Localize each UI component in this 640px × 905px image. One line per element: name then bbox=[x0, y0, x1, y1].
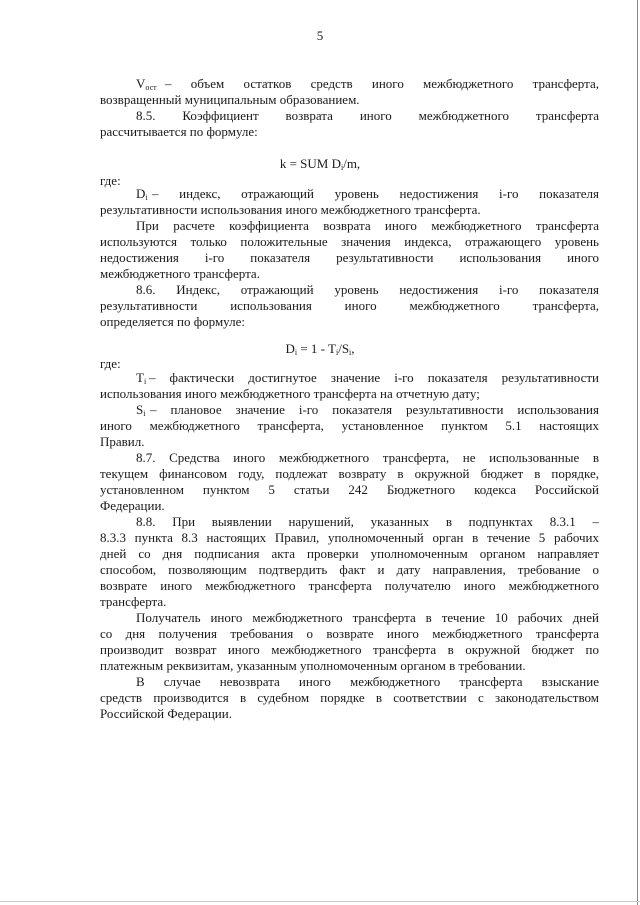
text-line: – объем остатков средств иного межбюджетного трансферта, bbox=[165, 76, 599, 91]
page-edge-bottom bbox=[0, 901, 640, 902]
text-line: иного межбюджетного трансферта, установленное пунктом 5.1 настоящих bbox=[100, 418, 599, 433]
text-line: используются только положительные значения индекса, отражающего уровень bbox=[100, 234, 599, 249]
text-line: В случае невозврата иного межбюджетного трансферта взыскание bbox=[136, 674, 599, 689]
page-number: 5 bbox=[316, 28, 324, 43]
text-line: 8.6. Индекс, отражающий уровень недостижения i-го показателя bbox=[136, 282, 599, 297]
text-line: где: bbox=[100, 356, 121, 371]
text-line: Получатель иного межбюджетного трансферта в течение 10 рабочих дней bbox=[136, 610, 599, 625]
text-line: где: bbox=[100, 173, 121, 188]
text-line: 8.3.3 пункта 8.3 настоящих Правил, уполномоченный орган в течение 5 рабочих bbox=[100, 530, 599, 545]
text-line: – фактически достигнутое значение i-го показателя результативности bbox=[149, 370, 599, 385]
text-line: дней со дня подписания акта проверки уполномоченным органом направляет bbox=[100, 546, 599, 561]
text-line: – плановое значение i-го показателя результативности использования bbox=[150, 402, 599, 417]
formula-k: k = SUM $D_i/m$, bbox=[279, 156, 361, 172]
text-line: $S_i$ bbox=[136, 402, 146, 418]
text-line: производит возврат иного межбюджетного трансферта в окружной бюджет по bbox=[100, 642, 599, 657]
text-line: $D_i$ bbox=[136, 186, 148, 202]
text-line: Правил. bbox=[100, 434, 145, 449]
text-line: средств производится в судебном порядке в соответствии с законодательством bbox=[100, 690, 599, 705]
text-line: со дня получения требования о возврате иного межбюджетного трансферта bbox=[100, 626, 599, 641]
text-line: 8.7. Средства иного межбюджетного трансферта, не использованные в bbox=[136, 450, 599, 465]
text-line: способом, позволяющим подтвердить факт и дату направления, требование о bbox=[100, 562, 599, 577]
text-line: При расчете коэффициента возврата иного межбюджетного трансферта bbox=[136, 218, 599, 233]
text-line: 8.8. При выявлении нарушений, указанных в подпунктах 8.3.1 – bbox=[136, 514, 599, 529]
text-line: определяется по формуле: bbox=[100, 314, 245, 329]
text-line: возвращенный муниципальным образованием. bbox=[100, 92, 360, 107]
text-line: использования иного межбюджетного трансферта на отчетную дату; bbox=[100, 386, 480, 401]
page-edge-right bbox=[637, 0, 638, 905]
text-line: платежным реквизитам, указанным уполномоченным органом в требовании. bbox=[100, 658, 526, 673]
text-line: установленном пунктом 5 статьи 242 Бюджетного кодекса Российской bbox=[100, 482, 599, 497]
text-line: $T_i$ bbox=[136, 370, 147, 386]
text-line: результативности использования иного межбюджетного трансферта. bbox=[100, 202, 481, 217]
text-line: Федерации. bbox=[100, 498, 165, 513]
text-line: $V_{ост}$ bbox=[136, 76, 157, 92]
text-line: межбюджетного трансферта. bbox=[100, 266, 260, 281]
text-line: – индекс, отражающий уровень недостижения i-го показателя bbox=[152, 186, 599, 201]
text-line: возврате иного межбюджетного трансферта получателю иного межбюджетного bbox=[100, 578, 599, 593]
text-line: текущем финансовом году, подлежат возврату в окружной бюджет в порядке, bbox=[100, 466, 599, 481]
text-line: трансферта. bbox=[100, 594, 167, 609]
text-line: недостижения i-го показателя результативности использования иного bbox=[100, 250, 599, 265]
text-line: Российской Федерации. bbox=[100, 706, 232, 721]
text-line: рассчитывается по формуле: bbox=[100, 124, 258, 139]
text-line: результативности использования иного межбюджетного трансферта, bbox=[100, 298, 599, 313]
text-line: 8.5. Коэффициент возврата иного межбюджетного трансферта bbox=[136, 108, 599, 123]
formula-d: $D_i = 1 - T_i/S_i$, bbox=[285, 341, 355, 357]
